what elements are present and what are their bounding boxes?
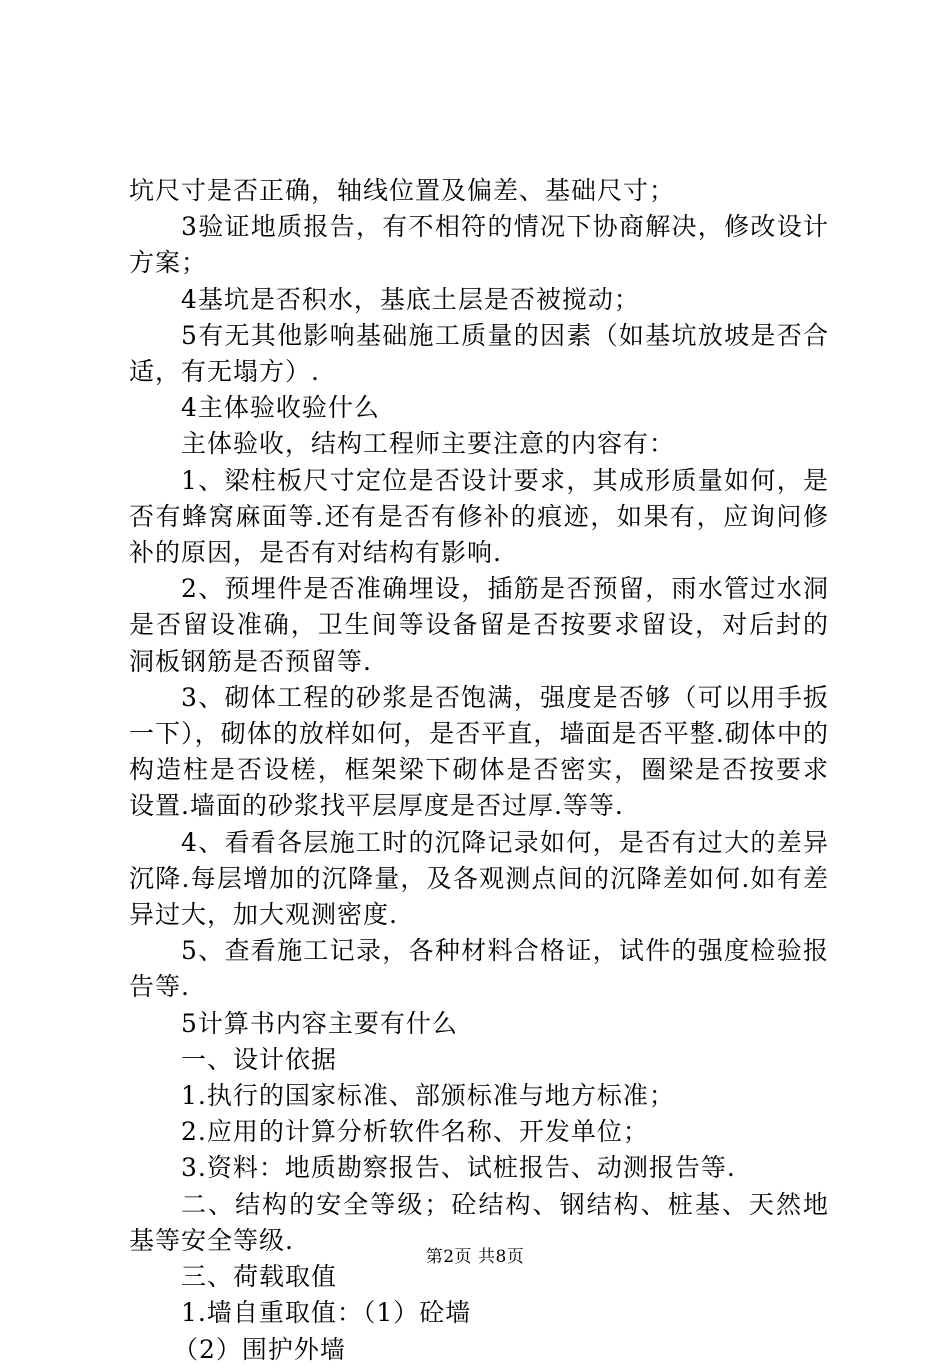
section-heading: 5计算书内容主要有什么 <box>181 1008 458 1038</box>
list-item: 1.墙自重取值：（1）砼墙 <box>181 1298 472 1328</box>
paragraph: 4基坑是否积水，基底土层是否被搅动； <box>181 284 640 314</box>
section-heading: 4主体验收验什么 <box>181 393 380 423</box>
paragraph: 5有无其他影响基础施工质量的因素（如基坑放坡是否合适，有无塌方）. <box>129 320 829 387</box>
list-item: 1、梁柱板尺寸定位是否设计要求，其成形质量如何，是否有蜂窝麻面等.还有是否有修补的痕迹，如果有，应询问修补的原因，是否有对结构有影响. <box>129 465 829 568</box>
subsection-heading: 一、设计依据 <box>181 1044 338 1074</box>
paragraph: 3验证地质报告，有不相符的情况下协商解决，修改设计方案； <box>129 212 829 278</box>
paragraph: 主体验收，结构工程师主要注意的内容有： <box>181 429 676 459</box>
list-item: 2、预埋件是否准确埋设，插筋是否预留，雨水管过水洞是否留设准确，卫生间等设备留是否按要求留设，对后封的洞板钢筋是否预留等. <box>129 574 829 676</box>
list-item: 4、看看各层施工时的沉降记录如何，是否有过大的差异沉降.每层增加的沉降量，及各观测点间的沉降差如何.如有差异过大，加大观测密度. <box>129 827 829 930</box>
subsection-heading: 三、荷载取值 <box>181 1262 338 1292</box>
page-number-footer: 第2页 共8页 <box>425 1247 525 1267</box>
list-item: 2.应用的计算分析软件名称、开发单位； <box>181 1117 649 1147</box>
list-item: （2）围护外墙 <box>173 1334 346 1364</box>
list-item: 1.执行的国家标准、部颁标准与地方标准； <box>181 1081 675 1111</box>
subsection-heading: 二、结构的安全等级；砼结构、钢结构、桩基、天然地基等安全等级. <box>129 1189 829 1255</box>
list-item: 3、砌体工程的砂浆是否饱满，强度是否够（可以用手扳一下），砌体的放样如何，是否平直，墙面是否平整.砌体中的构造柱是否设槎，框架梁下砌体是否密实，圈梁是否按要求设置.墙面的砂浆找平层厚度是否过厚.等等. <box>129 682 829 821</box>
list-item: 5、查看施工记录，各种材料合格证，试件的强度检验报告等. <box>129 936 829 1002</box>
document-body <box>129 173 829 1368</box>
list-item: 3.资料：地质勘察报告、试桩报告、动测报告等. <box>181 1153 736 1183</box>
paragraph: 坑尺寸是否正确，轴线位置及偏差、基础尺寸； <box>129 176 676 205</box>
